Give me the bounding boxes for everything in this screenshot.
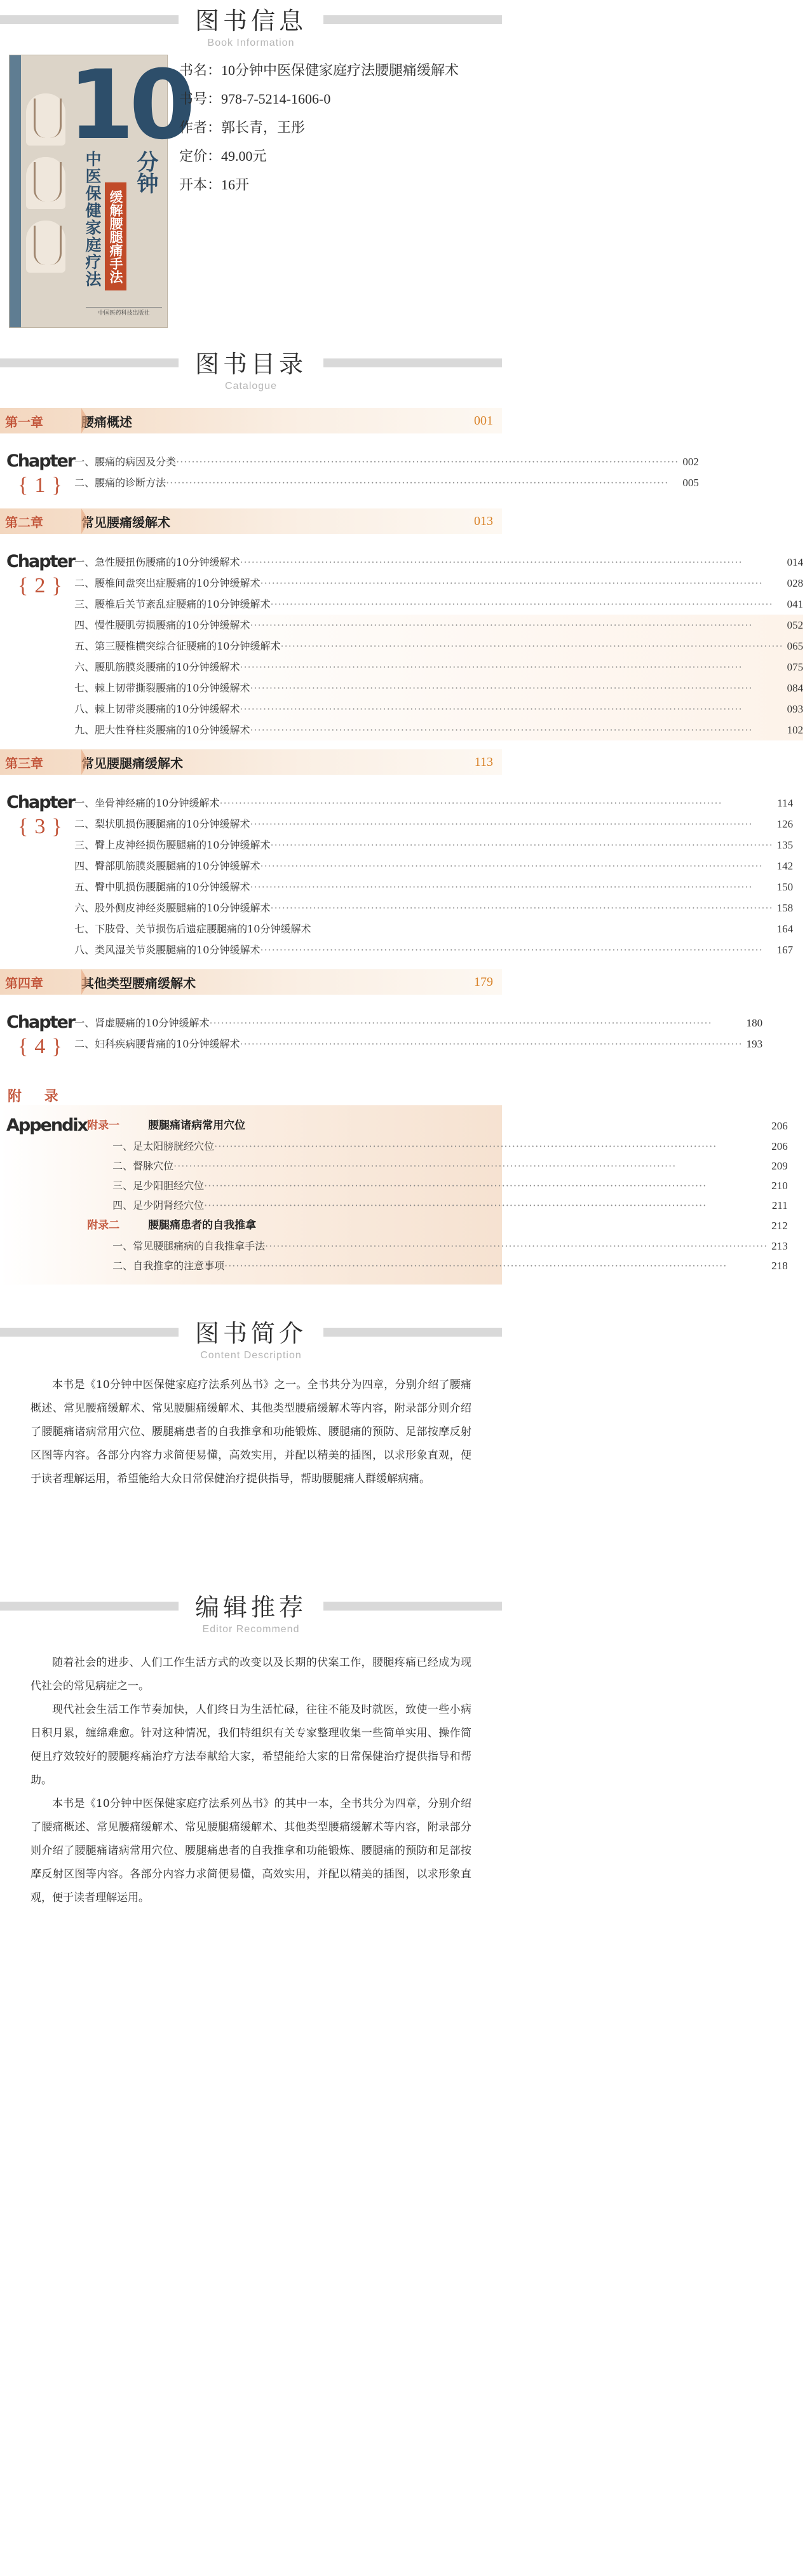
toc-entry-text: 一、肾虚腰痛的10分钟缓解术 ·····	[74, 1012, 743, 1033]
toc-entry-text: 九、肥大性脊柱炎腰痛的10分钟缓解术 ·····	[74, 719, 783, 740]
chapter-label	[0, 451, 74, 500]
appendix-label	[0, 1115, 87, 1276]
toc-list	[0, 408, 804, 1285]
appendix-item-text: 四、足少阴肾经穴位 ·····	[112, 1196, 768, 1215]
chapter-label-number: {3}	[18, 815, 69, 838]
recommend-text	[0, 1647, 502, 1910]
toc-entry-page: 167	[776, 944, 794, 956]
toc-section	[0, 343, 804, 1285]
intro-paragraph: 本书是《10分钟中医保健家庭疗法系列丛书》之一。全书共分为四章，分别介绍了腰痛概述、常见腰痛缓解术、常见腰腿痛缓解术、其他类型腰痛缓解术等内容，附录部分则介绍了腰腿痛诸病常用穴位、腰腿痛患者的自我推拿和功能锻炼、腰腿痛的预防、足部按摩反射区图等内容。各部分内容力求简便易懂，高效实用，并配以精美的插图，以求形象直观，便于读者理解运用，希望能给大众日常保健治疗提供指导，帮助腰腿痛人群缓解病痛。	[30, 1379, 471, 1485]
appendix-title: 附 录	[8, 1088, 67, 1105]
chapter-label-word: Chapter	[6, 1012, 75, 1032]
recommend-title: 编辑推荐	[179, 1586, 323, 1623]
chapter-band	[0, 408, 502, 433]
chapter-label	[0, 552, 74, 740]
toc-entry	[74, 1033, 762, 1054]
chapter-body	[0, 534, 804, 749]
appendix-item-page: 210	[771, 1180, 788, 1192]
toc-entry	[74, 636, 803, 657]
chapter-page: 013	[474, 514, 493, 528]
toc-entry-page: 142	[776, 860, 794, 872]
toc-entry	[74, 472, 699, 493]
chapter-band	[0, 969, 502, 995]
appendix-label-word: Appendix	[6, 1115, 88, 1135]
chapter-band	[0, 508, 502, 534]
cover-series-title: 中医保健家庭疗法	[83, 151, 102, 288]
book-fields	[179, 61, 497, 204]
toc-entry-text: 一、坐骨神经痛的10分钟缓解术 ·····	[74, 793, 773, 814]
intro-subtitle: Content Description	[200, 1350, 302, 1361]
chapter-body	[0, 433, 699, 508]
toc-entry-text: 六、腰肌筋膜炎腰痛的10分钟缓解术 ·····	[74, 657, 783, 678]
chapter-title: 腰痛概述	[81, 414, 132, 430]
toc-entry-text: 八、类风湿关节炎腰腿痛的10分钟缓解术 ·····	[74, 939, 773, 960]
chapter-number: 第一章	[5, 414, 43, 430]
toc-entry-text: 三、腰椎后关节紊乱症腰痛的10分钟缓解术 ·····	[74, 594, 783, 615]
recommend-section	[0, 1586, 502, 1910]
toc-entry-page: 114	[777, 797, 794, 809]
toc-entry	[74, 918, 793, 939]
toc-entry-page: 005	[682, 477, 699, 489]
appendix-item-page: 209	[771, 1160, 788, 1172]
toc-entry	[74, 897, 793, 918]
intro-text	[0, 1370, 502, 1491]
appendix-heading	[0, 1070, 502, 1105]
cover-figure	[26, 221, 65, 273]
appendix-item	[87, 1236, 788, 1256]
appendix-item-page: 206	[771, 1140, 788, 1152]
toc-entry-page: 102	[787, 724, 804, 736]
appendix-item	[87, 1156, 788, 1176]
field-author: 作者：郭长青，王彤	[179, 119, 306, 135]
toc-entry-text: 五、第三腰椎横突综合征腰痛的10分钟缓解术 ·····	[74, 636, 783, 657]
toc-entry	[74, 835, 793, 855]
toc-entry-text: 一、腰痛的病因及分类 ·····	[74, 451, 679, 472]
toc-entry	[74, 594, 803, 615]
intro-title: 图书简介	[179, 1312, 323, 1349]
appendix-group-page: 212	[771, 1220, 788, 1232]
book-cover-image	[9, 50, 191, 328]
appendix-item-page: 218	[771, 1260, 788, 1272]
book-info-subtitle: Book Information	[207, 37, 295, 48]
toc-entry-page: 126	[776, 818, 794, 830]
chapter-title: 常见腰腿痛缓解术	[81, 755, 183, 771]
toc-entry-page: 164	[776, 923, 794, 935]
toc-entry-page: 075	[787, 661, 804, 673]
toc-entry-page: 158	[776, 902, 794, 914]
appendix-entries	[87, 1115, 797, 1276]
chapter-label	[0, 1012, 74, 1061]
toc-entry	[74, 451, 699, 472]
toc-entry-page: 084	[787, 682, 804, 694]
toc-entry-text: 二、妇科疾病腰背痛的10分钟缓解术 ·····	[74, 1033, 743, 1054]
chapter-entries	[74, 451, 708, 500]
cover-red-title: 缓解腰腿痛手法	[105, 182, 126, 290]
cover-stripe	[10, 55, 21, 327]
cover-publisher: 中国医药科技出版社	[86, 307, 162, 318]
appendix-group-page: 206	[771, 1120, 788, 1132]
recommend-header	[0, 1586, 502, 1637]
appendix-group	[87, 1115, 788, 1136]
appendix-item-page: 211	[771, 1199, 788, 1211]
chapter-title: 其他类型腰痛缓解术	[81, 975, 196, 991]
book-info-header	[0, 0, 502, 51]
cover-big-number: 10	[68, 50, 191, 161]
toc-entry	[74, 699, 803, 719]
chapter-number: 第四章	[5, 975, 43, 991]
toc-entry-page: 135	[776, 839, 794, 851]
appendix-group-title: 腰腿痛诸病常用穴位	[148, 1119, 246, 1132]
appendix-item	[87, 1176, 788, 1196]
toc-entry-page: 028	[787, 577, 804, 589]
toc-entry-text: 七、下肢骨、关节损伤后遗症腰腿痛的10分钟缓解术	[74, 923, 311, 935]
recommend-subtitle: Editor Recommend	[202, 1624, 300, 1635]
chapter-label-word: Chapter	[6, 552, 75, 571]
chapter-label-word: Chapter	[6, 793, 75, 812]
toc-entry-text: 二、腰椎间盘突出症腰痛的10分钟缓解术 ·····	[74, 573, 783, 594]
toc-entry	[74, 552, 803, 573]
appendix-body	[0, 1105, 788, 1285]
appendix-item-page: 213	[771, 1240, 788, 1252]
toc-entry-text: 七、棘上韧带撕裂腰痛的10分钟缓解术 ·····	[74, 678, 783, 699]
chapter-band	[0, 749, 502, 775]
appendix-item	[87, 1256, 788, 1276]
chapter-page: 113	[474, 754, 493, 769]
chapter-label	[0, 793, 74, 960]
toc-entry-text: 三、臀上皮神经损伤腰腿痛的10分钟缓解术 ·····	[74, 835, 773, 855]
toc-entry	[74, 719, 803, 740]
cover-figure	[26, 157, 65, 209]
chapter-page: 001	[474, 413, 493, 428]
appendix-item-text: 二、自我推拿的注意事项 ·····	[112, 1256, 768, 1276]
chapter-label-word: Chapter	[6, 451, 75, 471]
band-accent	[81, 408, 89, 433]
appendix-group-key: 附录一	[87, 1119, 120, 1132]
appendix-item-text: 一、足太阳膀胱经穴位 ·····	[112, 1136, 768, 1156]
toc-entry	[74, 876, 793, 897]
toc-entry-page: 002	[682, 456, 699, 468]
field-isbn: 书号：978-7-5214-1606-0	[179, 91, 331, 107]
chapter-label-number: {4}	[18, 1035, 69, 1058]
toc-header	[0, 343, 502, 394]
chapter-title: 常见腰痛缓解术	[81, 514, 170, 530]
appendix-group-title: 腰腿痛患者的自我推拿	[148, 1219, 257, 1232]
toc-entry-text: 二、腰痛的诊断方法 ·····	[74, 472, 679, 493]
appendix-item	[87, 1136, 788, 1156]
cover-fen: 分钟	[133, 151, 158, 194]
toc-entry	[74, 939, 793, 960]
toc-entry-page: 093	[787, 703, 804, 715]
toc-entry	[74, 814, 793, 835]
appendix-group	[87, 1215, 788, 1236]
toc-entry	[74, 657, 803, 678]
recommend-paragraph: 现代社会生活工作节奏加快，人们终日为生活忙碌，往往不能及时就医，致使一些小病日积月累，缠绵难愈。针对这种情况，我们特组织有关专家整理收集一些简单实用、操作简便且疗效较好的腰腿疼痛治疗方法奉献给大家，希望能给大家的日常保健治疗提供指导和帮助。	[30, 1703, 471, 1787]
field-title: 书名：10分钟中医保健家庭疗法腰腿痛缓解术	[179, 62, 459, 78]
toc-entry-text: 八、棘上韧带炎腰痛的10分钟缓解术 ·····	[74, 699, 783, 719]
toc-entry-text: 五、臀中肌损伤腰腿痛的10分钟缓解术 ·····	[74, 876, 773, 897]
field-format: 开本：16开	[179, 177, 250, 193]
toc-entry-text: 一、急性腰扭伤腰痛的10分钟缓解术 ·····	[74, 552, 783, 573]
appendix-item-text: 二、督脉穴位 ·····	[112, 1156, 768, 1176]
chapter-page: 179	[474, 974, 493, 989]
toc-entry-page: 041	[787, 598, 804, 610]
intro-header	[0, 1312, 502, 1363]
book-info-section	[0, 0, 502, 343]
toc-entry-page: 180	[746, 1017, 763, 1029]
chapter-body	[0, 775, 794, 969]
chapter-number: 第三章	[5, 755, 43, 771]
toc-title: 图书目录	[179, 343, 323, 379]
field-price: 定价：49.00元	[179, 148, 267, 164]
appendix-item-text: 三、足少阳胆经穴位 ·····	[112, 1176, 768, 1196]
appendix-item	[87, 1196, 788, 1215]
toc-entry	[74, 615, 803, 636]
band-accent	[81, 749, 89, 775]
chapter-entries	[74, 793, 802, 960]
chapter-entries	[74, 1012, 771, 1061]
toc-subtitle: Catalogue	[225, 381, 277, 392]
chapter-label-number: {1}	[18, 474, 69, 497]
toc-entry-page: 193	[746, 1038, 763, 1050]
toc-entry-page: 052	[787, 619, 804, 631]
chapter-label-number: {2}	[18, 574, 69, 597]
toc-entry-page: 014	[787, 556, 804, 568]
toc-entry	[74, 855, 793, 876]
toc-entry	[74, 678, 803, 699]
chapter-number: 第二章	[5, 514, 43, 530]
toc-entry	[74, 1012, 762, 1033]
toc-entry	[74, 573, 803, 594]
chapter-entries	[74, 552, 812, 740]
cover-figure	[26, 93, 65, 146]
recommend-paragraph: 本书是《10分钟中医保健家庭疗法系列丛书》的其中一本，全书共分为四章，分别介绍了腰痛概述、常见腰痛缓解术、常见腰腿痛缓解术、其他类型腰痛缓解术等内容，附录部分则介绍了腰腿痛诸病常用穴位、腰腿痛患者的自我推拿和功能锻炼、腰腿痛的预防和足部按摩反射区图等内容。各部分内容力求简便易懂，高效实用，并配以精美的插图，以求形象直观，便于读者理解运用。	[30, 1797, 471, 1904]
appendix-item-text: 一、常见腰腿痛病的自我推拿手法 ·····	[112, 1236, 768, 1256]
toc-entry-page: 065	[787, 640, 804, 652]
toc-entry-text: 六、股外侧皮神经炎腰腿痛的10分钟缓解术 ·····	[74, 897, 773, 918]
toc-entry-page: 150	[776, 881, 794, 893]
band-accent	[81, 508, 89, 534]
toc-entry-text: 四、臀部肌筋膜炎腰腿痛的10分钟缓解术 ·····	[74, 855, 773, 876]
band-accent	[81, 969, 89, 995]
chapter-body	[0, 995, 763, 1070]
recommend-paragraph: 随着社会的进步、人们工作生活方式的改变以及长期的伏案工作，腰腿疼痛已经成为现代社会的常见病症之一。	[30, 1656, 471, 1693]
toc-entry	[74, 793, 793, 814]
intro-section	[0, 1312, 502, 1491]
toc-entry-text: 四、慢性腰肌劳损腰痛的10分钟缓解术 ·····	[74, 615, 783, 636]
book-info-title: 图书信息	[179, 0, 323, 36]
toc-entry-text: 二、梨状肌损伤腰腿痛的10分钟缓解术 ·····	[74, 814, 773, 835]
appendix-group-key: 附录二	[87, 1219, 120, 1232]
